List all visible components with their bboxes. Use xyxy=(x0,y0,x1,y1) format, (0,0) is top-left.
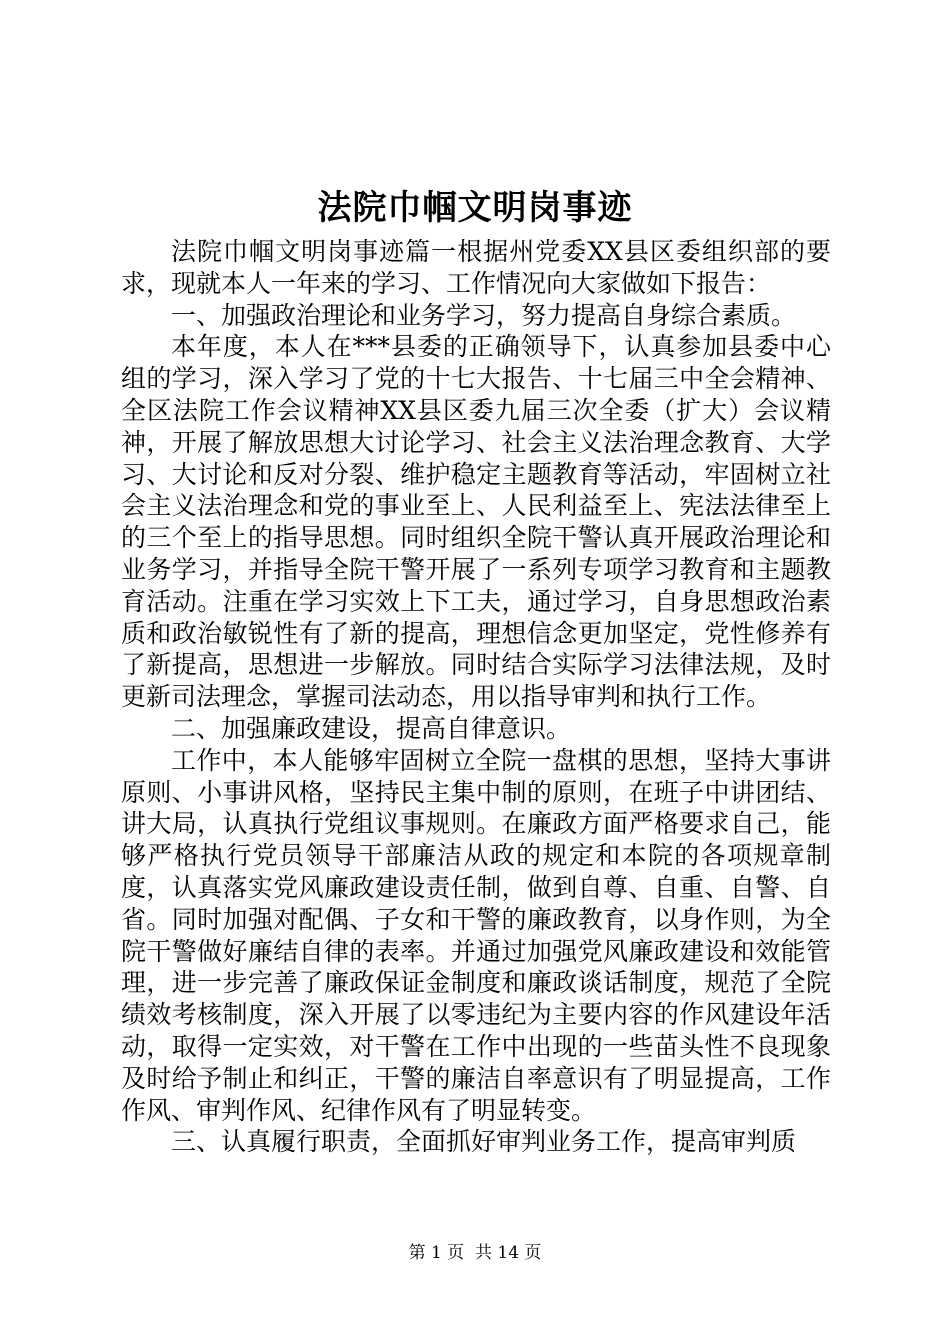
paragraph-intro: 法院巾帼文明岗事迹篇一根据州党委XX县区委组织部的要求，现就本人一年来的学习、工作情况向大家做如下报告： xyxy=(121,237,831,298)
section-heading-3: 三、认真履行职责，全面抓好审判业务工作，提高审判质 xyxy=(171,1127,797,1157)
page-number-footer: 第 1 页 共 14 页 xyxy=(408,1243,542,1263)
document-body xyxy=(121,236,831,1158)
section-heading-2: 二、加强廉政建设，提高自律意识。 xyxy=(171,713,572,743)
paragraph-section-2: 工作中，本人能够牢固树立全院一盘棋的思想，坚持大事讲原则、小事讲风格，坚持民主集中制的原则，在班子中讲团结、讲大局，认真执行党组议事规则。在廉政方面严格要求自己，能够严格执行党员领导干部廉洁从政的规定和本院的各项规章制度，认真落实党风廉政建设责任制，做到自尊、自重、自警、自省。同时加强对配偶、子女和干警的廉政教育，以身作则，为全院干警做好廉结自律的表率。并通过加强党风廉政建设和效能管理，进一步完善了廉政保证金制度和廉政谈话制度，规范了全院绩效考核制度，深入开展了以零违纪为主要内容的作风建设年活动，取得一定实效，对干警在工作中出现的一些苗头性不良现象及时给予制止和纠正，干警的廉洁自率意识有了明显提高，工作作风、审判作风、纪律作风有了明显转变。 xyxy=(121,745,831,1125)
document-title: 法院巾帼文明岗事迹 xyxy=(317,188,633,228)
section-heading-1: 一、加强政治理论和业务学习，努力提高自身综合素质。 xyxy=(171,300,797,330)
paragraph-section-1: 本年度，本人在***县委的正确领导下，认真参加县委中心组的学习，深入学习了党的十七大报告、十七届三中全会精神、全区法院工作会议精神XX县区委九届三次全委（扩大）会议精神，开展了解放思想大讨论学习、社会主义法治理念教育、大学习、大讨论和反对分裂、维护稳定主题教育等活动，牢固树立社会主义法治理念和党的事业至上、人民利益至上、宪法法律至上的三个至上的指导思想。同时组织全院干警认真开展政治理论和业务学习，并指导全院干警开展了一系列专项学习教育和主题教育活动。注重在学习实效上下工夫，通过学习，自身思想政治素质和政治敏锐性有了新的提高，理想信念更加坚定，党性修养有了新提高，思想进一步解放。同时结合实际学习法律法规，及时更新司法理念，掌握司法动态，用以指导审判和执行工作。 xyxy=(121,332,831,712)
